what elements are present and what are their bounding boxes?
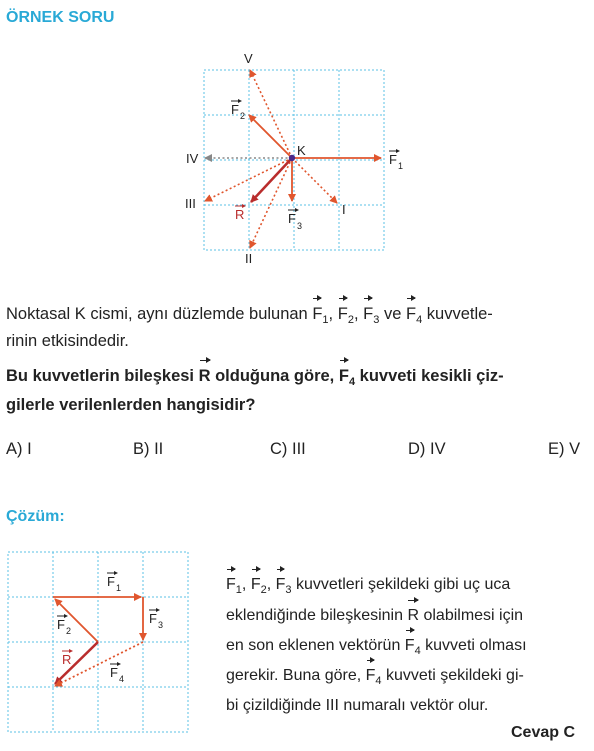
label-ii: II: [245, 251, 253, 266]
force-diagram: [180, 45, 420, 270]
svg-text:1: 1: [398, 161, 404, 171]
svg-text:R: R: [62, 652, 72, 667]
candidate-v-arrow: [250, 70, 292, 158]
svg-text:3: 3: [158, 620, 164, 630]
label-r: [235, 204, 246, 222]
section-heading: ÖRNEK SORU: [6, 9, 115, 26]
svg-text:F: F: [231, 102, 239, 117]
label-f3: [288, 208, 302, 231]
label-v: V: [244, 51, 253, 66]
candidate-ii-arrow: [250, 158, 292, 248]
question-bold-line-1: Bu kuvvetlerin bileşkesi R olduğuna göre, $F_4$ kuvveti kesikli çiz-: [6, 362, 504, 390]
option-b[interactable]: B) II: [133, 440, 164, 458]
svg-text:3: 3: [297, 221, 303, 231]
question-line-2: rinin etkisindedir.: [6, 332, 129, 350]
label-k: K: [297, 143, 306, 158]
svg-text:2: 2: [240, 111, 246, 121]
svg-text:F: F: [110, 665, 118, 680]
answer-label: Cevap C: [511, 724, 576, 741]
label-iv: IV: [186, 151, 199, 166]
option-a[interactable]: A) I: [6, 440, 32, 458]
svg-text:F: F: [107, 574, 115, 589]
candidate-i-arrow: [292, 158, 337, 203]
solution-line-4: gerekir. Buna göre, $F_4$ kuvveti şekildeki gi-: [226, 662, 524, 690]
sol-label-f4: [110, 662, 124, 684]
f2-arrow: [249, 115, 292, 158]
resultant-arrow: [251, 158, 292, 202]
option-c[interactable]: C) III: [270, 440, 306, 458]
svg-text:F: F: [288, 211, 296, 226]
option-d[interactable]: D) IV: [408, 440, 446, 458]
solution-diagram: [6, 550, 192, 736]
svg-text:4: 4: [119, 674, 125, 684]
solution-line-1: $F_1$, $F_2$, $F_3$ kuvvetleri şekildeki gibi uç uca: [226, 571, 510, 599]
question-line-1: Noktasal K cismi, aynı düzlemde bulunan $F_1$, $F_2$, $F_3$ ve $F_4$ kuvvetle-: [6, 300, 493, 328]
svg-text:R: R: [235, 207, 245, 222]
sol-label-f3: [149, 608, 163, 630]
label-i: I: [342, 202, 346, 217]
option-e[interactable]: E) V: [548, 440, 581, 458]
point-k: [289, 155, 295, 161]
solution-heading: Çözüm:: [6, 508, 65, 525]
solution-line-5: bi çizildiğinde III numaralı vektör olur.: [226, 697, 489, 714]
question-bold-line-2: gilerle verilenlerden hangisidir?: [6, 396, 256, 414]
sol-label-f1: [107, 571, 121, 593]
sol-label-f2: [57, 614, 71, 636]
svg-text:F: F: [149, 611, 157, 626]
svg-text:F: F: [57, 617, 65, 632]
svg-text:1: 1: [116, 583, 122, 593]
solution-line-2: eklendiğinde bileşkesinin R olabilmesi için: [226, 602, 523, 630]
svg-text:2: 2: [66, 626, 72, 636]
label-f1: [389, 149, 403, 171]
svg-text:F: F: [389, 152, 397, 167]
label-iii: III: [185, 196, 196, 211]
sol-label-r: [62, 649, 73, 667]
label-f2: [231, 99, 245, 121]
solution-line-3: en son eklenen vektörün $F_4$ kuvveti olması: [226, 632, 527, 660]
